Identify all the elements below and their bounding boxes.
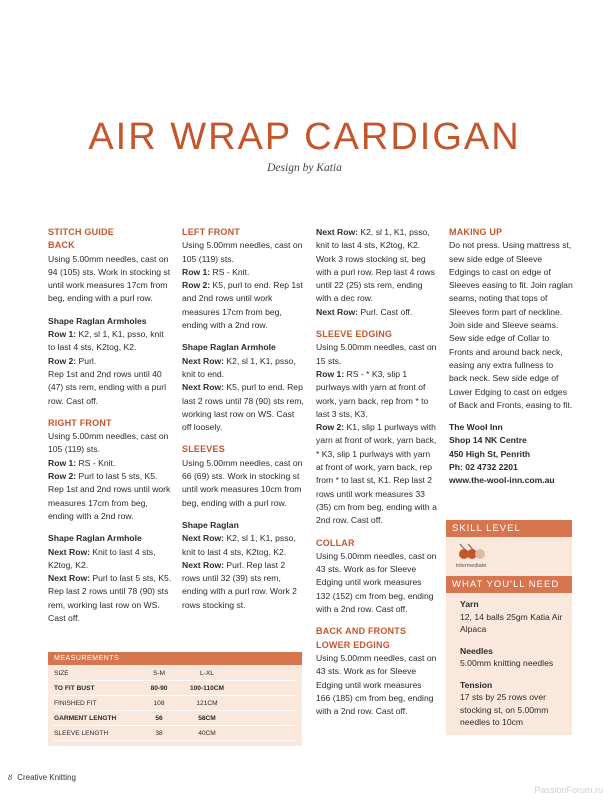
tension-text: 17 sts by 25 rows over stocking st, on 5.00mm needles to 10cm [460, 692, 549, 727]
back-row-2: Row 2: Purl. [48, 355, 97, 366]
sleeves-next-row-1: Next Row: K2, sl 1, K1, psso, knit to last 4 sts, K2tog, K2. [182, 533, 296, 557]
sleeves-next-row-4: Next Row: Purl. Cast off. [316, 306, 413, 317]
right-front-text: Using 5.00mm needles, cast on 105 (119) sts. [48, 431, 169, 455]
sleeves-heading: SLEEVES [182, 444, 225, 455]
shop-website: www.the-wool-inn.com.au [449, 475, 555, 486]
sleeve-edging-row-2: Row 2: K1, slip 1 purlways with yarn at front of work, yarn back, * K3, slip 1 purlways with yarn at front of work, yarn back, rep from * to last st, K1. Rep last 2 rows until work measures 33 (35) cm from beg, ending with a 2nd row. Cast off. [316, 422, 437, 526]
stitch-guide-heading: STITCH GUIDE [48, 227, 114, 237]
shape-raglan-armhole-heading: Shape Raglan Armhole [48, 533, 142, 544]
right-front-row-1: Row 1: RS - Knit. [48, 457, 116, 468]
left-front-heading: LEFT FRONT [182, 227, 240, 237]
shop-phone: Ph: 02 4732 2201 [449, 462, 518, 473]
right-front-heading: RIGHT FRONT [48, 417, 112, 428]
left-front-next-row-2: Next Row: K5, purl to end. Rep last 2 rows until 78 (90) sts rem, working last row on WS. Cast off loosely. [182, 382, 304, 433]
designer-byline: Design by Katia [267, 162, 342, 174]
table-row: SLEEVE LENGTH 38 40CM [54, 727, 296, 741]
shape-raglan-armhole-heading-2: Shape Raglan Armhole [182, 342, 276, 353]
lower-edging-heading: LOWER EDGING [316, 639, 390, 650]
collar-text: Using 5.00mm needles, cast on 43 sts. Work as for Sleeve Edging until work measures 132 (152) cm from beg, ending with a 2nd row. Cast off. [316, 550, 437, 615]
back-text: Using 5.00mm needles, cast on 94 (105) sts. Work in stocking st until work measures 17cm from beg, ending with a purl row. [48, 253, 171, 304]
needles-heading: Needles [460, 645, 493, 656]
page-number: 8 [8, 773, 12, 782]
sleeve-edging-row-1: Row 1: RS - * K3, slip 1 purlways with yarn at front of work, yarn back, rep from * to last 3 sts, K3. [316, 368, 429, 419]
right-front-next-row-1: Next Row: Knit to last 4 sts, K2tog, K2. [48, 546, 156, 570]
requirements-list [460, 598, 570, 729]
left-front-row-2: Row 2: K5, purl to end. Rep 1st and 2nd rows until work measures 17cm from beg, ending with a 2nd row. [182, 280, 303, 331]
back-row-1: Row 1: K2, sl 1, K1, psso, knit to last 4 sts, K2tog, K2. [48, 329, 164, 353]
watermark: PassionForum.ru [534, 785, 603, 795]
tension-heading: Tension [460, 679, 493, 690]
sleeves-next-row-3: Next Row: K2, sl 1, K1, psso, knit to last 4 sts, K2tog, K2. Work 3 rows stocking st, beg with a purl row. Rep last 4 rows until 22 (25) sts rem, ending with a dec row. [316, 227, 435, 304]
table-row: SIZE S-M L-XL [54, 667, 296, 681]
column-3 [316, 226, 438, 718]
needles-text: 5.00mm knitting needles [460, 658, 554, 668]
table-row: TO FIT BUST 80-90 100-110CM [54, 682, 296, 696]
left-front-row-1: Row 1: RS - Knit. [182, 266, 250, 277]
making-up-text: Do not press. Using mattress st, sew side edge of Sleeve Edgings to cast on edge of Sleeves easing to fit. Join raglan seams, noting that tops of Sleeves form part of neckline. Join side and Sleeve seams. Sew side edge of Collar to Fronts and around back neck, easing any extra fullness to back neck. Sew side edge of Lower Edging to cast on edges of Back and Fronts, easing to fit. [449, 240, 573, 410]
column-2 [182, 226, 304, 612]
skill-level-heading: SKILL LEVEL [446, 520, 572, 537]
page-footer [8, 773, 76, 782]
magazine-name: Creative Knitting [17, 773, 76, 782]
shop-address-2: 450 High St, Penrith [449, 448, 531, 459]
shape-raglan-armholes-heading: Shape Raglan Armholes [48, 315, 147, 326]
sleeves-next-row-2: Next Row: Purl. Rep last 2 rows until 32 (39) sts rem, ending with a purl row. Work 2 rows stocking st. [182, 559, 297, 610]
back-repeat-text: Rep 1st and 2nd rows until 40 (47) sts rem, ending with a purl row. Cast off. [48, 368, 166, 406]
making-up-heading: MAKING UP [449, 227, 503, 237]
back-fronts-heading: BACK AND FRONTS [316, 626, 407, 637]
shape-raglan-heading: Shape Raglan [182, 519, 239, 530]
collar-heading: COLLAR [316, 537, 355, 548]
left-front-text: Using 5.00mm needles, cast on 105 (119) sts. [182, 240, 303, 264]
table-row: FINISHED FIT 108 121CM [54, 697, 296, 711]
back-heading: BACK [48, 240, 75, 251]
left-front-next-row-1: Next Row: K2, sl 1, K1, psso, knit to end. [182, 355, 296, 379]
what-you-need-heading: WHAT YOU'LL NEED [446, 576, 572, 593]
measurements-heading: MEASUREMENTS [48, 652, 302, 665]
shop-address-1: Shop 14 NK Centre [449, 435, 527, 446]
column-4 [449, 226, 573, 488]
yarn-text: 12, 14 balls 25gm Katia Air Alpaca [460, 611, 563, 634]
sleeve-edging-text: Using 5.00mm needles, cast on 15 sts. [316, 342, 437, 366]
sleeves-text: Using 5.00mm needles, cast on 66 (69) sts. Work in stocking st until work measures 10cm from beg, ending with a purl row. [182, 457, 303, 508]
yarn-heading: Yarn [460, 599, 479, 609]
sleeve-edging-heading: SLEEVE EDGING [316, 329, 393, 340]
table-row: GARMENT LENGTH 56 58CM [54, 712, 296, 726]
shop-name: The Wool Inn [449, 422, 503, 433]
yarn-ball-icon [456, 542, 486, 562]
page-title: AIR WRAP CARDIGAN [88, 116, 521, 158]
lower-edging-text: Using 5.00mm needles, cast on 43 sts. Work as for Sleeve Edging until work measures 166 (185) cm from beg, ending with a 2nd row. Cast off. [316, 652, 437, 717]
right-front-next-row-2: Next Row: Purl to last 5 sts, K5. Rep last 2 rows until 78 (90) sts rem, working last row on WS. Cast off. [48, 573, 172, 624]
skill-level-value: intermediate [456, 563, 487, 569]
column-1 [48, 226, 172, 625]
right-front-row-2: Row 2: Purl to last 5 sts, K5. Rep 1st and 2nd rows until work measures 17cm from beg, ending with a 2nd row. [48, 471, 171, 521]
